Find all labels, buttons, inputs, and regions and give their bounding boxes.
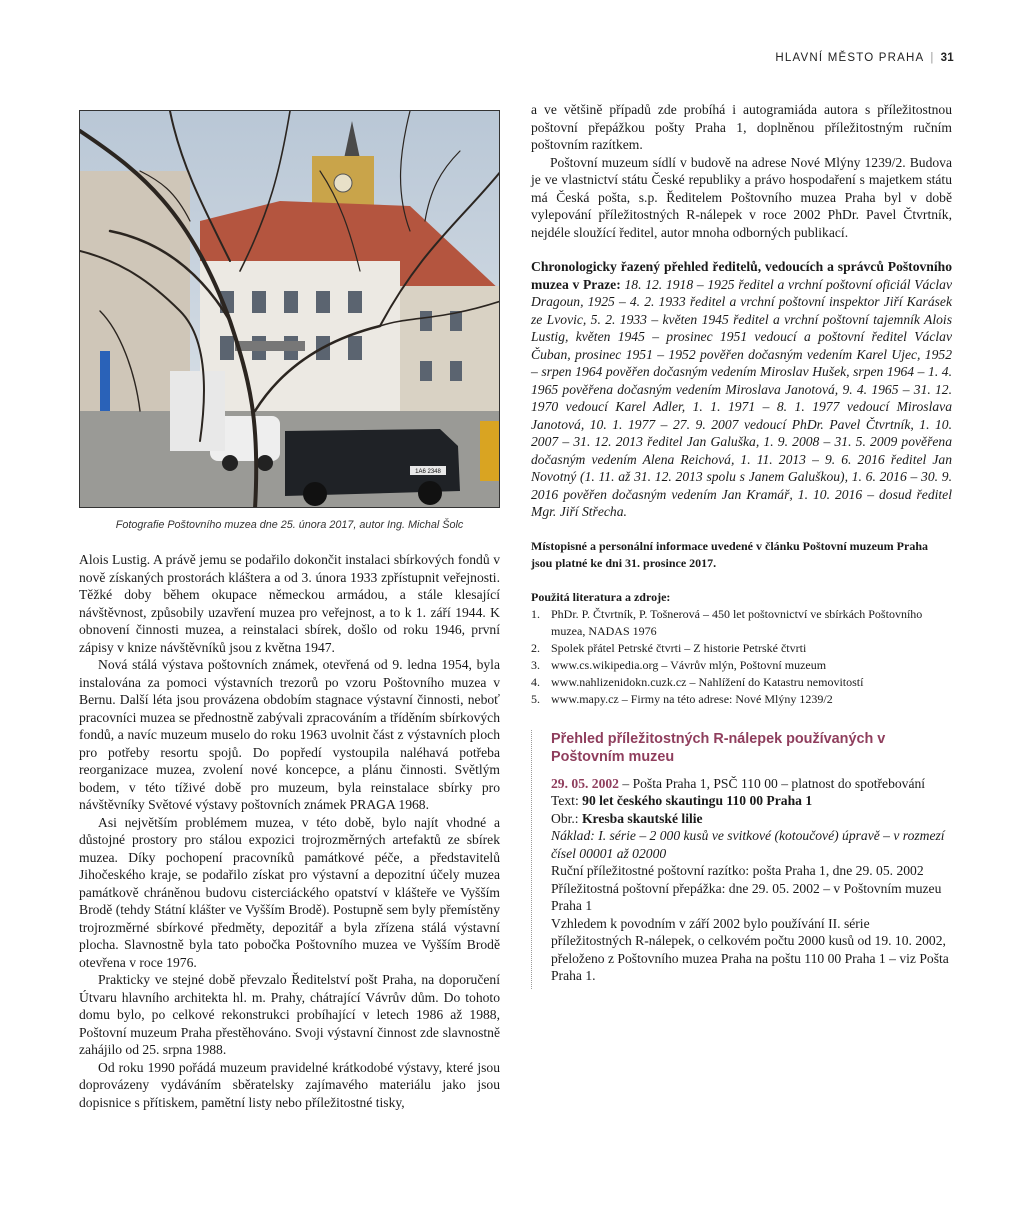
literature-list: [531, 606, 952, 708]
paragraph: Poštovní muzeum sídlí v budově na adrese Nové Mlýny 1239/2. Budova je ve vlastnictví státu České republiky a právo hospodaření s majetkem státu má Česká pošta, s.p. Ředitelem Poštovního muzea Praha byl v době vylepování příležitostných R-nálepek v roce 2002 PhDr. Pavel Čtvrtník, nejdéle sloužící ředitel, autor mnoha odborných publikací.: [531, 154, 952, 240]
paragraph: Od roku 1990 pořádá muzeum pravidelné krátkodobé výstavy, které jsou doprovázeny vydáváním sběratelsky zajímavého materiálu jako jsou dopisnice s přítiskem, pamětní listy nebo příležitostné tisky,: [79, 1059, 500, 1110]
literature-heading: Použitá literatura a zdroje:: [531, 589, 671, 604]
list-item: 4. www.nahlizenidokn.cuzk.cz – Nahlížení do Katastru nemovitostí: [531, 674, 864, 689]
licence-plate-text: 1A6 2348: [415, 469, 441, 475]
museum-photo-illustration: [80, 111, 500, 508]
box-date: 29. 05. 2002: [551, 775, 619, 791]
box-text-line: Text: 90 let českého skautingu 110 00 Praha 1: [551, 793, 813, 808]
paragraph: Asi největším problémem muzea, v této době, bylo najít vhodné a důstojné prostory pro stálou expozici trojrozměrných artefaktů ze sbírek muzea. Díky pochopení pracovníků památkové péče, a představitelů Jihočeského kraje, se podařilo získat pro výstavní a depozitní účely muzea památkově chráněnou budovu cisterciáckého opatství v klášteře ve Vyšším Brodě (tehdy Státní klášter ve Vyšším Brodě). Postupně sem byly přemístěny trojrozměrné sbírkové předměty, depozitář a byla zřízena stálá výstavní plocha. Slavnostně byla tato pobočka Poštovního muzea ve Vyšším Brodě otevřena v roce 1976.: [79, 814, 500, 970]
list-item: 1. PhDr. P. Čtvrtník, P. Tošnerová – 450 let poštovnictví ve sbírkách Poštovního muzea, NADAS 1976: [531, 606, 923, 638]
box-naklad: Náklad: I. série – 2 000 kusů ve svitkové (kotoučové) úpravě – v rozmezí čísel 00001 až 02000: [551, 828, 945, 861]
museum-photo: [79, 110, 500, 508]
box-line: Vzhledem k povodním v září 2002 bylo používání II. série příležitostných R-nálepek, o celkovém počtu 2000 kusů od 19. 10. 2002, přeloženo z Poštovního muzea Praha na poštu 110 00 Praha 1 – viz Pošta Praha 1.: [551, 915, 949, 983]
header-separator: |: [930, 52, 935, 64]
box-date-line: 29. 05. 2002 – Pošta Praha 1, PSČ 110 00 – platnost do spotřebování: [551, 775, 926, 791]
running-header: [775, 52, 954, 64]
list-item: 5. www.mapy.cz – Firmy na této adrese: Nové Mlýny 1239/2: [531, 691, 833, 706]
list-item: 3. www.cs.wikipedia.org – Vávrův mlýn, Poštovní muzeum: [531, 657, 827, 672]
list-item: 2. Spolek přátel Petrské čtvrti – Z historie Petrské čtvrti: [531, 640, 807, 655]
photo-caption: Fotografie Poštovního muzea dne 25. února 2017, autor Ing. Michal Šolc: [115, 519, 464, 531]
box-line: Ruční příležitostné poštovní razítko: pošta Praha 1, dne 29. 05. 2002: [551, 863, 924, 878]
r-label-box: [531, 730, 952, 989]
left-column: [79, 551, 500, 1111]
paragraph: a ve většině případů zde probíhá i autogramiáda autora s příležitostnou poštovní přepážkou pošty Praha 1, doplněnou příležitostným ručním poštovním razítkem.: [531, 102, 952, 152]
paragraph: Alois Lustig. A právě jemu se podařilo dokončit instalaci sbírkových fondů v nově získaných prostorách kláštera a od 3. února 1933 zpřístupnit veřejnosti. Těžké doby během okupace německou armádou, a stále klesající návštěvnost, způsobily uzavření muzea pro veřejnost, a to k 1. září 1944. K obnovení činnosti muzea, a reinstalaci sbírek, došlo od roku 1946, první zápisy v knize návštěvníků jsou z května 1947.: [79, 552, 500, 655]
box-obr-line: Obr.: Kresba skautské lilie: [551, 810, 703, 826]
box-title: Přehled příležitostných R-nálepek používaných v Poštovním muzeu: [551, 730, 886, 765]
box-line: Příležitostná poštovní přepážka: dne 29. 05. 2002 – v Poštovním muzeu Praha 1: [551, 880, 942, 913]
validity-note: Místopisné a personální informace uvedené v článku Poštovní muzeum Praha jsou platné ke dni 31. prosince 2017.: [531, 538, 929, 570]
page-number: 31: [940, 52, 954, 64]
directors-chronology: [531, 258, 952, 521]
chronology-heading: Chronologicky řazený přehled ředitelů, vedoucích a správců Poštovního muzea v Praze:: [531, 259, 952, 292]
right-column: [531, 101, 952, 989]
section-title: HLAVNÍ MĚSTO PRAHA: [775, 52, 925, 64]
paragraph: Prakticky ve stejné době převzalo Ředitelství pošt Praha, na doporučení Útvaru hlavního architekta hl. m. Prahy, chátrající Vávrův dům. Do tohoto domu bylo, po celkové rekonstrukci probíhající v letech 1986 až 1988, Poštovní muzeum Praha přestěhováno. Svoji výstavní činnost zde slavnostně zahájilo od 25. srpna 1988.: [79, 972, 500, 1057]
chronology-text: 18. 12. 1918 – 1925 ředitel a vrchní poštovní oficiál Václav Dragoun, 1925 – 4. 2. 1933 ředitel a vrchní poštovní inspektor Jiří Karásek ze Lvovic, 5. 2. 1933 – květen 1945 ředitel a vrchní poštovní tajemník Alois Lustig, květen 1945 – prosinec 1951 vedoucí a poštovní ředitel Václav Čuban, prosinec 1951 – 1952 pověřen dočasným vedením Karel Ujec, 1952 – srpen 1964 pověřen dočasným vedením Miroslav Hušek, srpen 1964 – 1. 4. 1965 pověřena dočasným vedením Miroslava Janotová, 9. 4. 1965 – 31. 12. 1970 vedoucí Karel Adler, 1. 1. 1971 – 8. 1. 1977 vedoucí Miroslava Janotová, 10. 1. 1977 – 27. 9. 2007 vedoucí PhDr. Pavel Čtvrtník, 1. 10. 2007 – 31. 12. 2013 ředitel Jan Galuška, 1. 9. 2008 – 31. 5. 2009 pověřena dočasným vedením Alena Reichová, 1. 11. 2013 – 9. 6. 2016 ředitel Jan Novotný (1. 11. až 31. 12. 2013 spolu s Janem Galuškou), 1. 6. 2016 – 30. 9. 2016 pověřen dočasným vedením Jan Kramář, 1. 10. 2016 – dosud ředitel Mgr. Jiří Střecha.: [531, 276, 952, 519]
paragraph: Nová stálá výstava poštovních známek, otevřená od 9. ledna 1954, byla instalována za pomoci výstavních trezorů po vzoru Poštovního muzea v Bernu. Další léta jsou provázena obdobím stagnace výstavní činnosti, neboť pracovníci muzea se přednostně zabývali zpracováním a tříděním sbírkových fondů, a navíc muzeum muselo do roku 1963 uvolnit část z výstavních ploch pro potřeby resortu spojů. Do popředí vystoupila naléhavá potřeba reorganizace muzea, zvolení nové koncepce, a plánu činnosti. Světlým bodem, v této tíživé době pro muzeum, byla reinstalace sbírky pro návštěvníky Světové výstavy poštovních známek PRAGA 1968.: [79, 657, 500, 812]
